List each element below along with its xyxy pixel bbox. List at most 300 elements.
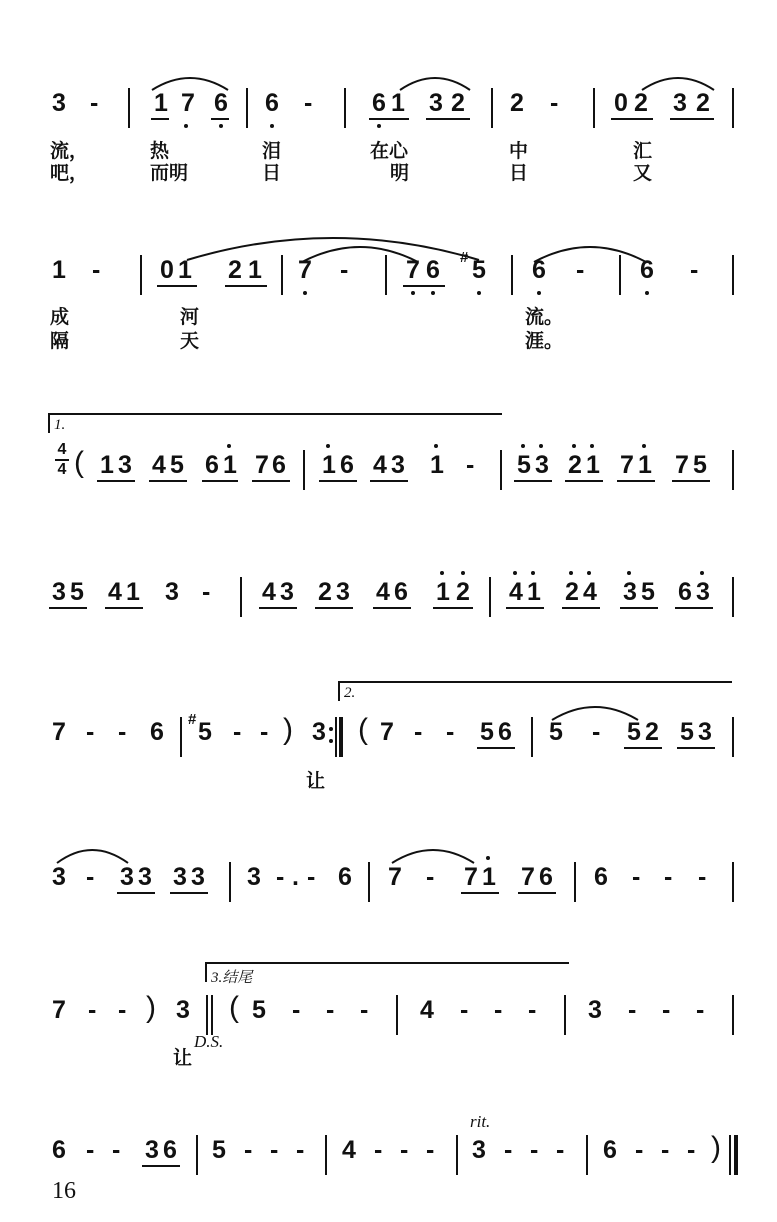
- note: 3: [391, 451, 405, 479]
- barline: [564, 995, 566, 1035]
- underline: [514, 480, 552, 482]
- dash: -: [696, 996, 705, 1024]
- low-dot: [219, 124, 223, 128]
- barline: [368, 862, 370, 902]
- lyric: 日: [509, 162, 529, 184]
- underline: [202, 480, 238, 482]
- note: 2: [318, 578, 332, 606]
- dash: -: [118, 718, 127, 746]
- dash: -: [88, 996, 97, 1024]
- note: 3: [588, 996, 602, 1024]
- volta-label: 1.: [54, 417, 66, 433]
- underline: [142, 1165, 180, 1167]
- dash: -: [276, 863, 285, 891]
- underline: [170, 892, 208, 894]
- note: 7: [380, 718, 394, 746]
- barline: [344, 88, 346, 128]
- note: 5: [480, 718, 494, 746]
- note: 3: [173, 863, 187, 891]
- note: 3: [336, 578, 350, 606]
- lyric: 天: [180, 330, 200, 352]
- volta-label: 2.: [344, 685, 356, 701]
- dot-mark: .: [292, 863, 299, 891]
- dash: -: [494, 996, 503, 1024]
- note: 2: [510, 89, 524, 117]
- underline: [620, 607, 658, 609]
- score-line-8: [0, 1131, 777, 1175]
- note: 5: [472, 256, 486, 284]
- note: 7: [298, 256, 312, 284]
- underline: [562, 607, 600, 609]
- underline: [105, 607, 143, 609]
- barline: [732, 862, 734, 902]
- note: 6: [640, 256, 654, 284]
- note: 6: [265, 89, 279, 117]
- repeat-barline-thick: [339, 717, 343, 757]
- barline: [500, 450, 502, 490]
- note: 3: [176, 996, 190, 1024]
- note: 5: [517, 451, 531, 479]
- dash: -: [307, 863, 316, 891]
- note: 1: [178, 256, 192, 284]
- dash: -: [400, 1136, 409, 1164]
- dash: -: [460, 996, 469, 1024]
- high-dot: [572, 444, 576, 448]
- note: 3: [247, 863, 261, 891]
- underline: [518, 892, 556, 894]
- note: 4: [152, 451, 166, 479]
- note: 4: [376, 578, 390, 606]
- dash: -: [592, 718, 601, 746]
- lyric: 日: [262, 162, 282, 184]
- note: 7: [464, 863, 478, 891]
- paren: (: [358, 713, 368, 746]
- note: 3: [698, 718, 712, 746]
- ritardando-mark: rit.: [470, 1112, 491, 1131]
- note: 2: [451, 89, 465, 117]
- page-number: 16: [52, 1178, 76, 1204]
- dash: -: [292, 996, 301, 1024]
- note: 2: [568, 451, 582, 479]
- note: 6: [372, 89, 386, 117]
- high-dot: [486, 856, 490, 860]
- note: 6: [272, 451, 286, 479]
- underline: [117, 892, 155, 894]
- dash: -: [690, 256, 699, 284]
- barline: [489, 577, 491, 617]
- note: 7: [406, 256, 420, 284]
- dash: -: [664, 863, 673, 891]
- low-dot: [645, 291, 649, 295]
- note: 7: [521, 863, 535, 891]
- note: 1: [586, 451, 600, 479]
- score-line-4: [0, 577, 777, 617]
- note: 7: [52, 996, 66, 1024]
- note: 4: [583, 578, 597, 606]
- note: 6: [205, 451, 219, 479]
- high-dot: [326, 444, 330, 448]
- note: 1: [430, 451, 444, 479]
- note: 2: [634, 89, 648, 117]
- note: 6: [52, 1136, 66, 1164]
- note: 6: [426, 256, 440, 284]
- underline: [506, 607, 544, 609]
- barline: [732, 450, 734, 490]
- note: 5: [70, 578, 84, 606]
- note: 0: [160, 256, 174, 284]
- note: 2: [565, 578, 579, 606]
- barline: [732, 88, 734, 128]
- lyric: 让: [306, 770, 326, 792]
- high-dot: [627, 571, 631, 575]
- slur: [55, 843, 130, 865]
- paren: ): [146, 991, 156, 1024]
- note: 3: [165, 578, 179, 606]
- high-dot: [700, 571, 704, 575]
- dash: -: [244, 1136, 253, 1164]
- underline: [675, 607, 713, 609]
- barline: [240, 577, 242, 617]
- dash: -: [628, 996, 637, 1024]
- barline: [456, 1135, 458, 1175]
- barline: [732, 255, 734, 295]
- underline: [461, 892, 499, 894]
- slur: [150, 72, 230, 92]
- repeat-dot: [329, 739, 333, 743]
- dash: -: [661, 1136, 670, 1164]
- note: 3: [673, 89, 687, 117]
- final-barline: [729, 1135, 731, 1175]
- underline: [315, 607, 353, 609]
- underline: [157, 285, 197, 287]
- dash: -: [550, 89, 559, 117]
- underline: [151, 118, 169, 120]
- score-line-6: [0, 862, 777, 902]
- dash: -: [270, 1136, 279, 1164]
- note: 0: [614, 89, 628, 117]
- underline: [211, 118, 229, 120]
- note: 6: [539, 863, 553, 891]
- score-line-1: [0, 88, 777, 128]
- slur: [300, 240, 420, 264]
- lyric: 成: [50, 306, 70, 328]
- barline: [732, 577, 734, 617]
- dash: -: [233, 718, 242, 746]
- underline: [624, 747, 662, 749]
- note: 3: [623, 578, 637, 606]
- underline: [617, 480, 655, 482]
- lyric: 涯。: [525, 330, 564, 352]
- note: 1: [482, 863, 496, 891]
- note: 2: [228, 256, 242, 284]
- lyric: 热: [150, 140, 170, 162]
- note: 5: [252, 996, 266, 1024]
- high-dot: [531, 571, 535, 575]
- underline: [252, 480, 290, 482]
- barline: [511, 255, 513, 295]
- barline: [732, 995, 734, 1035]
- note: 6: [394, 578, 408, 606]
- dash: -: [112, 1136, 121, 1164]
- dash: -: [304, 89, 313, 117]
- note: 1: [52, 256, 66, 284]
- barline: [229, 862, 231, 902]
- note: 3: [52, 89, 66, 117]
- note: 6: [163, 1136, 177, 1164]
- note: 6: [532, 256, 546, 284]
- note: 6: [603, 1136, 617, 1164]
- note: 1: [527, 578, 541, 606]
- volta-label: 3.结尾: [211, 970, 253, 986]
- score-line-3: [0, 441, 777, 490]
- dash: -: [576, 256, 585, 284]
- dash: -: [426, 863, 435, 891]
- note: 6: [150, 718, 164, 746]
- note: 3: [429, 89, 443, 117]
- lyric: 流，: [50, 140, 89, 162]
- note: 5: [680, 718, 694, 746]
- barline: [211, 995, 213, 1035]
- low-dot: [411, 291, 415, 295]
- barline: [128, 88, 130, 128]
- dash: -: [414, 718, 423, 746]
- note: 7: [52, 718, 66, 746]
- note: 5: [170, 451, 184, 479]
- underline: [426, 118, 470, 120]
- dash: -: [446, 718, 455, 746]
- slur: [640, 72, 716, 92]
- high-dot: [539, 444, 543, 448]
- note: 3: [535, 451, 549, 479]
- low-dot: [270, 124, 274, 128]
- note: 3: [472, 1136, 486, 1164]
- barline: [180, 717, 182, 757]
- low-dot: [431, 291, 435, 295]
- sharp-sign: #: [188, 711, 197, 728]
- dash: -: [687, 1136, 696, 1164]
- high-dot: [642, 444, 646, 448]
- note: 1: [248, 256, 262, 284]
- slur: [532, 240, 648, 264]
- dash: -: [86, 863, 95, 891]
- dash: -: [466, 451, 475, 479]
- note: 7: [255, 451, 269, 479]
- dash: -: [374, 1136, 383, 1164]
- note: 1: [126, 578, 140, 606]
- barline: [732, 717, 734, 757]
- score-line-5: [0, 711, 777, 757]
- barline: [491, 88, 493, 128]
- lyric: 汇: [633, 140, 653, 162]
- score-line-7: [0, 991, 777, 1035]
- dash: -: [90, 89, 99, 117]
- note: 4: [509, 578, 523, 606]
- barline: [196, 1135, 198, 1175]
- note: 1: [100, 451, 114, 479]
- note: 5: [212, 1136, 226, 1164]
- barline: [586, 1135, 588, 1175]
- low-dot: [537, 291, 541, 295]
- barline: [206, 995, 208, 1035]
- note: 3: [312, 718, 326, 746]
- underline: [611, 118, 653, 120]
- dash: -: [86, 1136, 95, 1164]
- low-dot: [477, 291, 481, 295]
- dash: -: [556, 1136, 565, 1164]
- note: 6: [498, 718, 512, 746]
- dash: -: [260, 718, 269, 746]
- dash: -: [662, 996, 671, 1024]
- high-dot: [590, 444, 594, 448]
- note: 3: [52, 578, 66, 606]
- lyric: 流。: [525, 306, 564, 328]
- note: 4: [342, 1136, 356, 1164]
- low-dot: [377, 124, 381, 128]
- note: 1: [154, 89, 168, 117]
- note: 5: [549, 718, 563, 746]
- note: 3: [118, 451, 132, 479]
- high-dot: [569, 571, 573, 575]
- barline: [531, 717, 533, 757]
- note: 4: [373, 451, 387, 479]
- dash: -: [118, 996, 127, 1024]
- note: 3: [138, 863, 152, 891]
- lyric: 在心: [370, 140, 409, 162]
- underline: [403, 285, 445, 287]
- repeat-dot: [329, 727, 333, 731]
- underline: [477, 747, 515, 749]
- underline: [369, 118, 409, 120]
- dash: -: [360, 996, 369, 1024]
- lyric: 明: [390, 162, 410, 184]
- note: 1: [638, 451, 652, 479]
- high-dot: [434, 444, 438, 448]
- lyric: 隔: [50, 330, 70, 352]
- underline: [319, 480, 357, 482]
- barline: [140, 255, 142, 295]
- note: 3: [52, 863, 66, 891]
- note: 6: [678, 578, 692, 606]
- barline: [246, 88, 248, 128]
- dash: -: [340, 256, 349, 284]
- note: 2: [696, 89, 710, 117]
- underline: [49, 607, 87, 609]
- underline: [149, 480, 187, 482]
- dash: -: [86, 718, 95, 746]
- note: 3: [191, 863, 205, 891]
- time-signature-top: 4: [57, 441, 67, 458]
- paren: ): [711, 1131, 721, 1164]
- paren: (: [74, 446, 84, 479]
- barline: [574, 862, 576, 902]
- lyric: 又: [633, 162, 653, 184]
- note: 2: [456, 578, 470, 606]
- note: 6: [340, 451, 354, 479]
- note: 1: [436, 578, 450, 606]
- volta-bracket-3: [205, 962, 569, 986]
- note: 5: [641, 578, 655, 606]
- underline: [433, 607, 473, 609]
- underline: [97, 480, 135, 482]
- note: 4: [262, 578, 276, 606]
- low-dot: [184, 124, 188, 128]
- note: 6: [594, 863, 608, 891]
- note: 4: [108, 578, 122, 606]
- note: 4: [420, 996, 434, 1024]
- barline: [396, 995, 398, 1035]
- lyric: 吧，: [50, 162, 89, 184]
- underline: [565, 480, 603, 482]
- dash: -: [426, 1136, 435, 1164]
- paren: ): [283, 713, 293, 746]
- lyric: 河: [180, 306, 200, 328]
- barline: [325, 1135, 327, 1175]
- dash: -: [530, 1136, 539, 1164]
- underline: [259, 607, 297, 609]
- slur: [398, 72, 472, 92]
- underline: [370, 480, 408, 482]
- dash: -: [635, 1136, 644, 1164]
- underline: [677, 747, 715, 749]
- note: 3: [696, 578, 710, 606]
- note: 7: [675, 451, 689, 479]
- low-dot: [303, 291, 307, 295]
- lyric: 而明: [150, 162, 189, 184]
- dash: -: [202, 578, 211, 606]
- lyric: 泪: [262, 140, 282, 162]
- lyric: 中: [509, 140, 529, 162]
- note: 5: [693, 451, 707, 479]
- barline: [593, 88, 595, 128]
- note: 1: [223, 451, 237, 479]
- note: 7: [181, 89, 195, 117]
- note: 1: [391, 89, 405, 117]
- slur: [390, 843, 476, 865]
- high-dot: [513, 571, 517, 575]
- dash: -: [92, 256, 101, 284]
- note: 5: [627, 718, 641, 746]
- final-barline-thick: [734, 1135, 738, 1175]
- dash: -: [528, 996, 537, 1024]
- note: 7: [620, 451, 634, 479]
- dash: -: [326, 996, 335, 1024]
- time-signature-bottom: 4: [57, 461, 67, 478]
- note: 3: [280, 578, 294, 606]
- note: 3: [145, 1136, 159, 1164]
- note: 7: [388, 863, 402, 891]
- note: 5: [198, 718, 212, 746]
- dash: -: [296, 1136, 305, 1164]
- paren: (: [229, 991, 239, 1024]
- dash: -: [632, 863, 641, 891]
- dash: -: [698, 863, 707, 891]
- slur: [550, 700, 640, 722]
- note: 1: [322, 451, 336, 479]
- volta-bracket-1: [48, 413, 502, 433]
- high-dot: [440, 571, 444, 575]
- lyric: 让: [173, 1047, 193, 1069]
- sharp-sign: #: [460, 249, 469, 266]
- note: 6: [338, 863, 352, 891]
- underline: [225, 285, 267, 287]
- underline: [670, 118, 714, 120]
- barline: [303, 450, 305, 490]
- high-dot: [461, 571, 465, 575]
- repeat-barline: [335, 717, 337, 757]
- dal-segno-mark: D.S.: [194, 1032, 224, 1051]
- high-dot: [587, 571, 591, 575]
- high-dot: [521, 444, 525, 448]
